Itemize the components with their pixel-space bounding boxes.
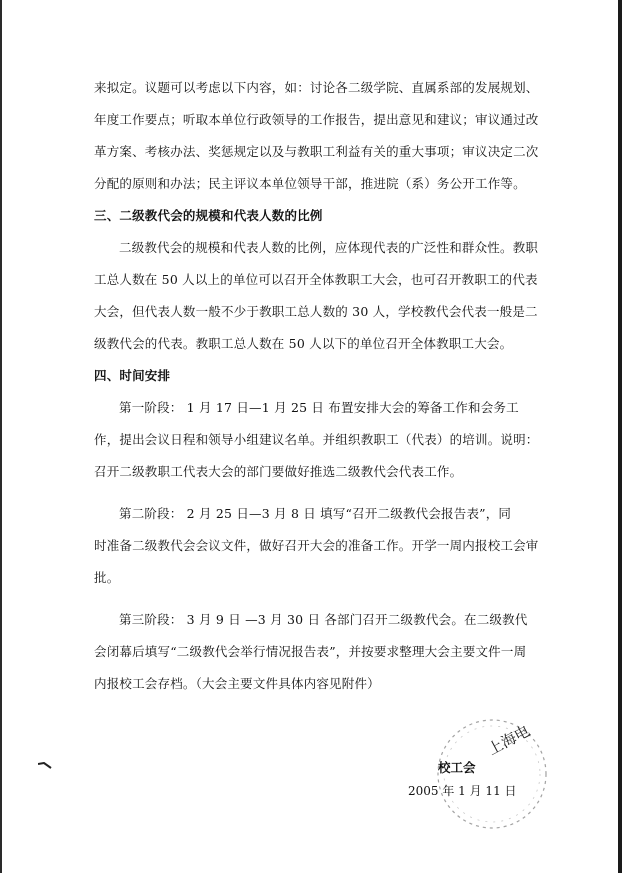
document-body [94, 72, 544, 700]
signature-date: 2005 年 1 月 11 日 [408, 784, 517, 798]
paragraph-line: 大会，但代表人数一般不少于教职工总人数的 30 人，学校教代会代表一般是二 [94, 304, 538, 319]
svg-text:上海电: 上海电 [484, 721, 533, 759]
paragraph-line: 年度工作要点；听取本单位行政领导的工作报告，提出意见和建议；审议通过改 [94, 112, 539, 127]
paragraph-line: 革方案、考核办法、奖惩规定以及与教职工利益有关的重大事项；审议决定二次 [94, 144, 539, 159]
stage-three-line: 内报校工会存档。（大会主要文件具体内容见附件） [94, 676, 380, 691]
paragraph-line: 来拟定。议题可以考虑以下内容，如：讨论各二级学院、直属系部的发展规划、 [94, 80, 539, 95]
signature-organization: 校工会 [438, 760, 476, 775]
stage-three-line: 会闭幕后填写“二级教代会举行情况报告表”，并按要求整理大会主要文件一周 [94, 644, 527, 659]
scan-edge-right [618, 0, 622, 873]
paragraph-line: 分配的原则和办法；民主评议本单位领导干部，推进院（系）务公开工作等。 [94, 176, 526, 191]
paragraph-line: 级教代会的代表。教职工总人数在 50 人以下的单位召开全体教职工大会。 [94, 336, 513, 351]
stage-two-line: 第二阶段： 2 月 25 日—3 月 8 日 填写“召开二级教代会报告表”，同 [119, 506, 512, 521]
stage-two-line: 时准备二级教代会会议文件，做好召开大会的准备工作。开学一周内报校工会审 [94, 538, 539, 553]
section-heading-scale: 三、二级教代会的规模和代表人数的比例 [94, 208, 323, 223]
scan-artifact-mark [38, 762, 52, 770]
scan-edge-left [0, 0, 2, 873]
stage-one-line: 召开二级教职工代表大会的部门要做好推选二级教代会代表工作。 [94, 464, 463, 479]
stage-one-line: 作，提出会议日程和领导小组建议名单。并组织教职工（代表）的培训。说明： [94, 432, 539, 447]
section-heading-schedule: 四、时间安排 [94, 368, 171, 383]
stage-one-line: 第一阶段： 1 月 17 日—1 月 25 日 布置安排大会的筹备工作和会务工 [119, 400, 519, 415]
stage-two-line: 批。 [94, 570, 120, 585]
signature-block [400, 712, 560, 852]
stage-three-line: 第三阶段： 3 月 9 日 —3 月 30 日 各部门召开二级教代会。在二级教代 [119, 612, 528, 627]
paragraph-line: 工总人数在 50 人以上的单位可以召开全体教职工大会，也可召开教职工的代表 [94, 272, 538, 287]
paragraph-line: 二级教代会的规模和代表人数的比例，应体现代表的广泛性和群众性。教职 [119, 240, 539, 255]
